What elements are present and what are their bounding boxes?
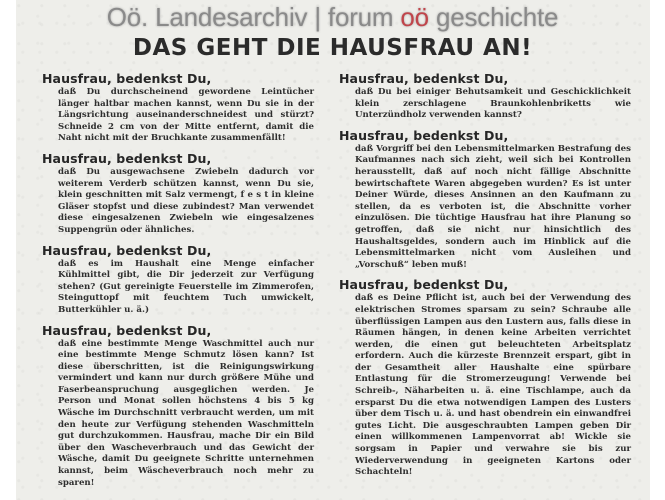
section-title: Hausfrau, bedenkst Du, <box>339 71 509 86</box>
section-body: daß Vorgriff bei den Lebensmittelmarken Bestrafung des Kaufmannes nach sich zieht, weil sich bei Kontrollen herausstellt, daß auf noch nicht fällige Abschnitte bewirtschaftete Waren abgegeben wurden? Es ist unter Deiner Würde, dieses Ansinnen an den Kaufmann zu stellen, da es verboten ist, die Abschnitte vorher einzulösen. Die tüchtige Hausfrau hat ihre Planung so getroffen, daß sie nicht nur hinsichtlich des Haushaltsgeldes, sondern auch im Hinblick auf die Lebensmittelmarken nicht vom Ausleihen und „Vorschuß“ leben muß! <box>355 143 631 270</box>
tip-section <box>339 128 631 272</box>
section-body: daß eine bestimmte Menge Waschmittel auch nur eine bestimmte Menge Schmutz lösen kann? Ist diese überschritten, ist die Reinigungswirkung vermindert und kann nur durch größere Mühe und Faserbeanspruchung ausgeglichen werden. Je Person und Monat sollen höchstens 4 bis 5 kg Wäsche im Durchschnitt verbraucht werden, um mit den heute zur Verfügung stehenden Waschmitteln gut durchzukommen. Hausfrau, mache Dir ein Bild über den Wascheverbrauch und das Gewicht der Wäsche, damit Du geeignete Schritte unternehmen kannst, beim Wäscheverbrauch noch mehr zu sparen! <box>58 338 314 488</box>
section-body: daß es im Haushalt eine Menge einfacher Kühlmittel gibt, die Dir jederzeit zur Verfügung stehen? (Gut gereinigte Feuerstelle im Zimmerofen, Steinguttopf mit feuchtem Tuch umwickelt, Butterkühler u. ä.) <box>58 258 314 315</box>
section-body: daß Du ausgewachsene Zwiebeln dadurch vor weiterem Verderb schützen kannst, wenn Du sie, klein geschnitten mit Salz vermengt, f e s t in kleine Gläser stopfst und diese zubindest? Man verwendet diese eingesalzenen Zwiebeln wie eingesalzenes Suppengrün oder ähnliches. <box>58 166 314 235</box>
tip-section <box>339 277 631 479</box>
section-title: Hausfrau, bedenkst Du, <box>42 242 212 258</box>
tip-section <box>42 323 314 490</box>
archive-watermark <box>0 2 665 32</box>
tip-section <box>42 151 314 237</box>
page-headline: DAS GEHT DIE HAUSFRAU AN! <box>132 35 533 61</box>
left-column <box>42 71 314 495</box>
watermark-suffix: geschichte <box>428 2 559 32</box>
section-title: Hausfrau, bedenkst Du, <box>42 322 212 338</box>
section-body: daß Du bei einiger Behutsamkeit und Geschicklichkeit klein zerschlagene Braunkohlenbriketts wie Unterzündholz verwenden kannst? <box>355 87 631 121</box>
section-title: Hausfrau, bedenkst Du, <box>339 127 509 143</box>
section-title: Hausfrau, bedenkst Du, <box>42 71 212 86</box>
tip-section <box>42 71 314 145</box>
watermark-prefix: Oö. Landesarchiv | forum <box>106 2 401 32</box>
section-title: Hausfrau, bedenkst Du, <box>42 150 212 166</box>
watermark-accent: oö <box>400 2 429 32</box>
tip-section <box>339 71 631 122</box>
section-body: daß es Deine Pflicht ist, auch bei der Verwendung des elektrischen Stromes sparsam zu sein? Schraube alle überflüssigen Lampen aus den Lustern aus, falls diese in Räumen hängen, in denen keine Arbeiten verrichtet werden, die einen gut beleuchteten Arbeitsplatz erfordern. Auch die kürzeste Brennzeit erspart, gibt in der Gesamtheit aller Haushalte eine spürbare Entlastung für die Stromerzeugung! Verwende bei Schreib-, Näharbeiten u. ä. eine Tischlampe, auch da ersparst Du die etwa notwendigen Lampen des Lusters über dem Tisch u. ä. und hast obendrein ein einwandfrei gutes Licht. Die ausgeschraubten Lampen geben Dir einen willkommenen Lampenvorrat ab! Wickle sie sorgsam in Papier und verwahre sie bis zur Wiederverwendung in geeigneten Kartons oder Schachteln! <box>355 293 631 478</box>
section-body: daß Du durchscheinend gewordene Leintücher länger haltbar machen kannst, wenn Du sie in der Längsrichtung auseinanderschneidest und stürzt? Schneide 2 cm von der Mitte entfernt, damit die Naht nicht mit der Bruchkante zusammenfällt! <box>58 87 314 144</box>
right-column <box>339 71 631 485</box>
section-title: Hausfrau, bedenkst Du, <box>339 277 509 293</box>
tip-section <box>42 243 314 317</box>
